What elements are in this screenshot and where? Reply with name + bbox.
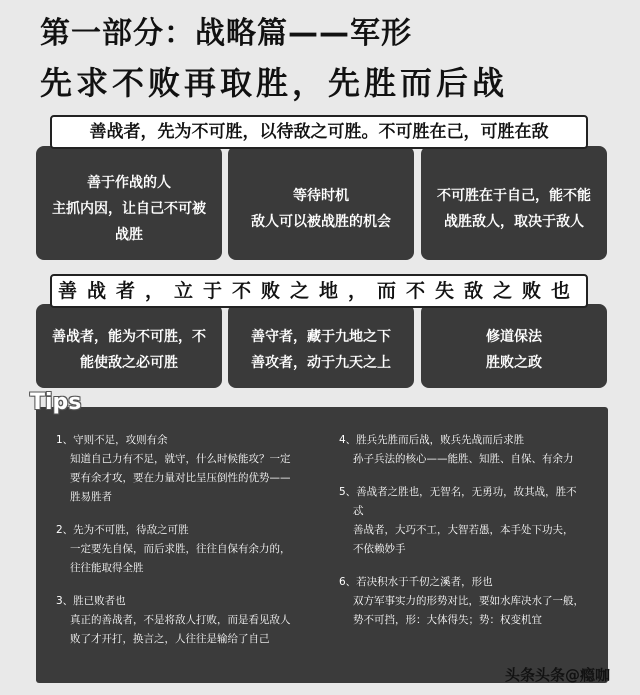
tip-item [56,592,326,649]
watermark: 头条头条@瘾咖 [505,666,611,684]
section1-card-2 [228,146,414,260]
tip-line: 善战者，大巧不工，大智若愚，本手处下功夫， [353,524,574,536]
section2-card-3 [421,304,607,388]
section1-card-3 [421,146,607,260]
tip-line: 往往能取得全胜 [70,562,144,574]
tip-body [56,450,326,507]
card-line: 善战者，能为不可胜，不 [52,329,206,345]
tips-column-left [56,431,326,663]
tip-line: 不依赖妙手 [353,543,406,555]
section2-banner: 善战者，立于不败之地，而不失敌之败也 [50,274,588,308]
card-line: 等待时机 [293,188,349,204]
card-line: 不可胜在于自己，能不能 [437,188,591,204]
section2-card-2 [228,304,414,388]
tip-line: 知道自己力有不足，就守，什么时候能攻？一定 [70,453,291,465]
section2-card-1 [36,304,222,388]
card-line: 主抓内因，让自己不可被 [52,201,206,217]
tip-line: 真正的善战者，不是将敌人打败，而是看见敌人 [70,614,291,626]
tip-item [56,431,326,507]
card-line: 善守者，藏于九地之下 [251,329,391,345]
card-line: 战胜敌人，取决于敌人 [444,214,584,230]
card-line: 能使敌之必可胜 [80,355,178,371]
tip-heading: 4、胜兵先胜而后战，败兵先战而后求胜 [339,434,525,446]
page-subtitle: 先求不败再取胜，先胜而后战 [40,64,509,102]
card-line: 修道保法 [486,329,542,345]
card-line: 战胜 [115,227,143,243]
tips-column-right [339,431,601,644]
tip-line: 败了才开打，换言之，人往往是输给了自己 [70,633,270,645]
card-line: 胜败之政 [486,355,542,371]
tips-label: Tips [30,390,82,415]
tip-line: 胜易胜者 [70,491,112,503]
tip-line: 势不可挡，形：大体得失；势：权变机宜 [353,614,542,626]
tip-item [56,521,326,578]
tip-heading: 1、守则不足，攻则有余 [56,434,168,446]
card-line: 善攻者，动于九天之上 [251,355,391,371]
tip-body [56,540,326,578]
tip-line: 忒 [353,505,364,517]
tip-line: 一定要先自保，而后求胜，往往自保有余力的， [70,543,291,555]
tip-body [339,592,601,630]
tip-heading: 2、先为不可胜，待敌之可胜 [56,524,189,536]
tip-body [339,450,601,469]
section1-banner: 善战者，先为不可胜，以待敌之可胜。不可胜在己，可胜在敌 [50,115,588,149]
tip-item [339,573,601,630]
page-title: 第一部分：战略篇——军形 [40,16,412,51]
card-line: 善于作战的人 [87,175,171,191]
tip-item [339,483,601,559]
card-line: 敌人可以被战胜的机会 [251,214,391,230]
tip-heading: 5、善战者之胜也，无智名，无勇功，故其战，胜不 [339,486,577,498]
tip-heading: 3、胜已败者也 [56,595,126,607]
tip-body [339,502,601,559]
section1-card-1 [36,146,222,260]
tip-line: 双方军事实力的形势对比，要如水库决水了一般， [353,595,584,607]
tip-item [339,431,601,469]
tip-heading: 6、若决积水于千仞之溪者，形也 [339,576,493,588]
tip-line: 孙子兵法的核心——能胜、知胜、自保、有余力 [353,453,574,465]
tip-body [56,611,326,649]
tips-panel [36,407,611,684]
tip-line: 要有余才攻，要在力量对比呈压倒性的优势—— [70,472,291,484]
